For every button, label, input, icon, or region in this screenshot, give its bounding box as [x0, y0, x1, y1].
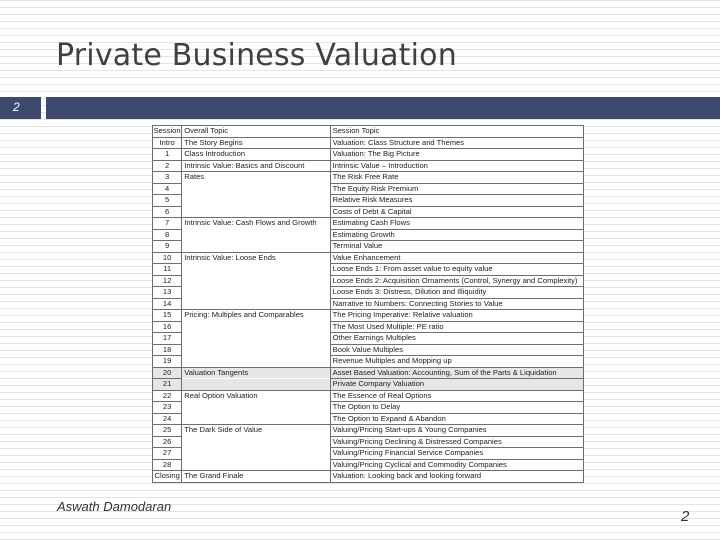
- session-number-cell: 25: [153, 425, 182, 437]
- session-topic-cell: Value Enhancement: [330, 252, 583, 264]
- table-row: [153, 172, 584, 184]
- overall-topic-cell: The Grand Finale: [182, 471, 330, 483]
- table-row: [153, 402, 584, 414]
- session-number-cell: 7: [153, 218, 182, 230]
- session-table: [152, 125, 584, 483]
- session-number-cell: 11: [153, 264, 182, 276]
- table-row: [153, 413, 584, 425]
- session-topic-cell: Loose Ends 3: Distress, Dilution and Illiquidity: [330, 287, 583, 299]
- overall-topic-cell: [182, 298, 330, 310]
- table-header-cell: Overall Topic: [182, 126, 330, 138]
- session-topic-cell: Valuing/Pricing Cyclical and Commodity Companies: [330, 459, 583, 471]
- session-topic-cell: Valuing/Pricing Start-ups & Young Companies: [330, 425, 583, 437]
- session-topic-cell: Valuing/Pricing Declining & Distressed Companies: [330, 436, 583, 448]
- slide-number-badge: 2: [13, 100, 20, 114]
- table-row: [153, 448, 584, 460]
- overall-topic-cell: Intrinsic Value: Cash Flows and Growth: [182, 218, 330, 230]
- session-topic-cell: The Pricing Imperative: Relative valuation: [330, 310, 583, 322]
- session-topic-cell: Valuation: Class Structure and Themes: [330, 137, 583, 149]
- session-number-cell: 13: [153, 287, 182, 299]
- session-topic-cell: Terminal Value: [330, 241, 583, 253]
- session-number-cell: 10: [153, 252, 182, 264]
- overall-topic-cell: [182, 321, 330, 333]
- overall-topic-cell: [182, 287, 330, 299]
- session-topic-cell: Estimating Cash Flows: [330, 218, 583, 230]
- overall-topic-cell: [182, 206, 330, 218]
- overall-topic-cell: Real Option Valuation: [182, 390, 330, 402]
- overall-topic-cell: [182, 436, 330, 448]
- session-number-cell: 12: [153, 275, 182, 287]
- session-number-cell: 8: [153, 229, 182, 241]
- session-topic-cell: Valuing/Pricing Financial Service Companies: [330, 448, 583, 460]
- table-row: [153, 160, 584, 172]
- session-topic-cell: The Equity Risk Premium: [330, 183, 583, 195]
- session-number-cell: 6: [153, 206, 182, 218]
- session-topic-cell: Other Earnings Multiples: [330, 333, 583, 345]
- session-number-cell: 24: [153, 413, 182, 425]
- session-number-cell: 26: [153, 436, 182, 448]
- overall-topic-cell: [182, 183, 330, 195]
- table-row: [153, 333, 584, 345]
- overall-topic-cell: Valuation Tangents: [182, 367, 330, 379]
- page-number: 2: [681, 508, 690, 525]
- session-number-cell: 20: [153, 367, 182, 379]
- session-number-cell: 28: [153, 459, 182, 471]
- session-number-cell: 14: [153, 298, 182, 310]
- table-row: [153, 287, 584, 299]
- table-row: [153, 459, 584, 471]
- session-number-cell: 9: [153, 241, 182, 253]
- session-topic-cell: Estimating Growth: [330, 229, 583, 241]
- session-topic-cell: Relative Risk Measures: [330, 195, 583, 207]
- session-number-cell: 1: [153, 149, 182, 161]
- session-topic-cell: The Risk Free Rate: [330, 172, 583, 184]
- session-number-cell: 2: [153, 160, 182, 172]
- overall-topic-cell: [182, 333, 330, 345]
- table-row: [153, 229, 584, 241]
- overall-topic-cell: [182, 275, 330, 287]
- table-row: [153, 425, 584, 437]
- table-row: [153, 218, 584, 230]
- table-row: [153, 436, 584, 448]
- table-row: [153, 471, 584, 483]
- overall-topic-cell: [182, 413, 330, 425]
- session-topic-cell: Valuation: Looking back and looking forward: [330, 471, 583, 483]
- overall-topic-cell: Intrinsic Value: Basics and Discount: [182, 160, 330, 172]
- session-topic-cell: Loose Ends 1: From asset value to equity value: [330, 264, 583, 276]
- session-number-cell: 16: [153, 321, 182, 333]
- overall-topic-cell: [182, 344, 330, 356]
- table-header-row: [153, 126, 584, 138]
- overall-topic-cell: Pricing: Multiples and Comparables: [182, 310, 330, 322]
- session-topic-cell: Private Company Valuation: [330, 379, 583, 391]
- session-number-cell: 15: [153, 310, 182, 322]
- session-topic-cell: Narrative to Numbers: Connecting Stories to Value: [330, 298, 583, 310]
- overall-topic-cell: [182, 264, 330, 276]
- table-row: [153, 390, 584, 402]
- overall-topic-cell: The Story Begins: [182, 137, 330, 149]
- overall-topic-cell: Intrinsic Value: Loose Ends: [182, 252, 330, 264]
- table-row: [153, 137, 584, 149]
- session-topic-cell: The Most Used Multiple: PE ratio: [330, 321, 583, 333]
- overall-topic-cell: [182, 195, 330, 207]
- table-row: [153, 367, 584, 379]
- table-row: [153, 183, 584, 195]
- table-row: [153, 252, 584, 264]
- session-number-cell: 22: [153, 390, 182, 402]
- table-row: [153, 206, 584, 218]
- table-row: [153, 344, 584, 356]
- table-row: [153, 379, 584, 391]
- slide-title: Private Business Valuation: [56, 38, 457, 73]
- overall-topic-cell: [182, 241, 330, 253]
- header-bar: [46, 97, 720, 119]
- session-topic-cell: Revenue Multiples and Mopping up: [330, 356, 583, 368]
- overall-topic-cell: [182, 402, 330, 414]
- session-number-cell: 23: [153, 402, 182, 414]
- overall-topic-cell: [182, 379, 330, 391]
- overall-topic-cell: [182, 448, 330, 460]
- session-topic-cell: The Option to Delay: [330, 402, 583, 414]
- session-topic-cell: Asset Based Valuation: Accounting, Sum of the Parts & Liquidation: [330, 367, 583, 379]
- session-number-cell: 21: [153, 379, 182, 391]
- session-number-cell: 19: [153, 356, 182, 368]
- overall-topic-cell: Class Introduction: [182, 149, 330, 161]
- session-number-cell: 17: [153, 333, 182, 345]
- table-row: [153, 321, 584, 333]
- table-row: [153, 195, 584, 207]
- overall-topic-cell: [182, 229, 330, 241]
- session-topic-cell: Book Value Multiples: [330, 344, 583, 356]
- session-topic-cell: The Option to Expand & Abandon: [330, 413, 583, 425]
- overall-topic-cell: The Dark Side of Value: [182, 425, 330, 437]
- overall-topic-cell: [182, 356, 330, 368]
- table-row: [153, 149, 584, 161]
- table-row: [153, 275, 584, 287]
- table-row: [153, 264, 584, 276]
- table-header-cell: Session: [153, 126, 181, 136]
- session-number-cell: Intro: [153, 137, 182, 149]
- session-number-cell: 5: [153, 195, 182, 207]
- session-topic-cell: Intrinsic Value – Introduction: [330, 160, 583, 172]
- overall-topic-cell: [182, 459, 330, 471]
- session-number-cell: 4: [153, 183, 182, 195]
- table-row: [153, 356, 584, 368]
- table-row: [153, 241, 584, 253]
- author-footer: Aswath Damodaran: [57, 499, 172, 514]
- session-topic-cell: The Essence of Real Options: [330, 390, 583, 402]
- overall-topic-cell: Rates: [182, 172, 330, 184]
- session-number-cell: 3: [153, 172, 182, 184]
- session-table-container: [152, 125, 584, 480]
- table-row: [153, 298, 584, 310]
- session-number-cell: 27: [153, 448, 182, 460]
- table-header-cell: Session Topic: [330, 126, 583, 138]
- slide-number-bar: [0, 97, 41, 119]
- session-number-cell: 18: [153, 344, 182, 356]
- session-number-cell: Closing: [154, 471, 180, 481]
- session-topic-cell: Costs of Debt & Capital: [330, 206, 583, 218]
- session-topic-cell: Loose Ends 2: Acquisition Ornaments (Control, Synergy and Complexity): [330, 275, 583, 287]
- table-row: [153, 310, 584, 322]
- session-topic-cell: Valuation: The Big Picture: [330, 149, 583, 161]
